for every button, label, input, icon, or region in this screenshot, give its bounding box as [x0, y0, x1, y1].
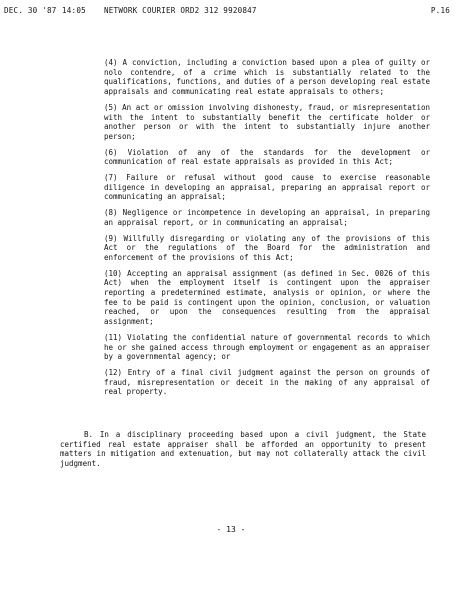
- page-number: - 13 -: [216, 525, 246, 534]
- clause-10: (10) Accepting an appraisal assignment (as defined in Sec. 0026 of this Act) when the employment itself is contingent upon the appraiser reporting a predetermined estimate, analysis or opinion, or where the fee to be paid is contingent upon the opinion, conclusion, or valuation reached, or upon the consequences resulting from the appraisal assignment;: [104, 268, 430, 327]
- fax-header: [4, 6, 454, 20]
- fax-time: 14:05: [62, 6, 86, 15]
- clause-12: (12) Entry of a final civil judgment against the person on grounds of fraud, misrepresentation or deceit in the making of any appraisal of real property.: [104, 367, 430, 397]
- fax-page: P.16: [430, 6, 450, 15]
- clause-5: (5) An act or omission involving dishonesty, fraud, or misrepresentation with the intent to substantially benefit the certificate holder or another person or with the intent to substantially injure another person;: [104, 102, 430, 141]
- clause-11: (11) Violating the confidential nature of governmental records to which he or she gained access through employment or engagement as an appraiser by a governmental agency; or: [104, 332, 430, 362]
- clause-4: (4) A conviction, including a conviction based upon a plea of guilty or nolo contendre, of a crime which is substantially related to the qualifications, functions, and duties of a person developing real estate appraisals and communicating real estate appraisals to others;: [104, 58, 430, 97]
- clause-6: (6) Violation of any of the standards for the development or communication of real estate appraisals as provided in this Act;: [104, 147, 430, 167]
- clause-list: [104, 58, 430, 403]
- clause-9: (9) Willfully disregarding or violating any of the provisions of this Act or the regulations of the Board for the administration and enforcement of the provisions of this Act;: [104, 233, 430, 262]
- clause-7: (7) Failure or refusal without good cause to exercise reasonable diligence in developing an appraisal, preparing an appraisal report or communicating an appraisal;: [104, 173, 430, 202]
- paragraph-b: B. In a disciplinary proceeding based upon a civil judgment, the State certified real estate appraiser shall be afforded an opportunity to present matters in mitigation and extenuation, but may not collaterally attack the civil judgment.: [60, 430, 426, 469]
- fax-sender: NETWORK COURIER ORD2 312 9920847: [104, 6, 257, 15]
- clause-8: (8) Negligence or incompetence in developing an appraisal, in preparing an appraisal report, or in communicating an appraisal;: [104, 208, 430, 227]
- fax-date: DEC. 30 '87: [4, 6, 57, 15]
